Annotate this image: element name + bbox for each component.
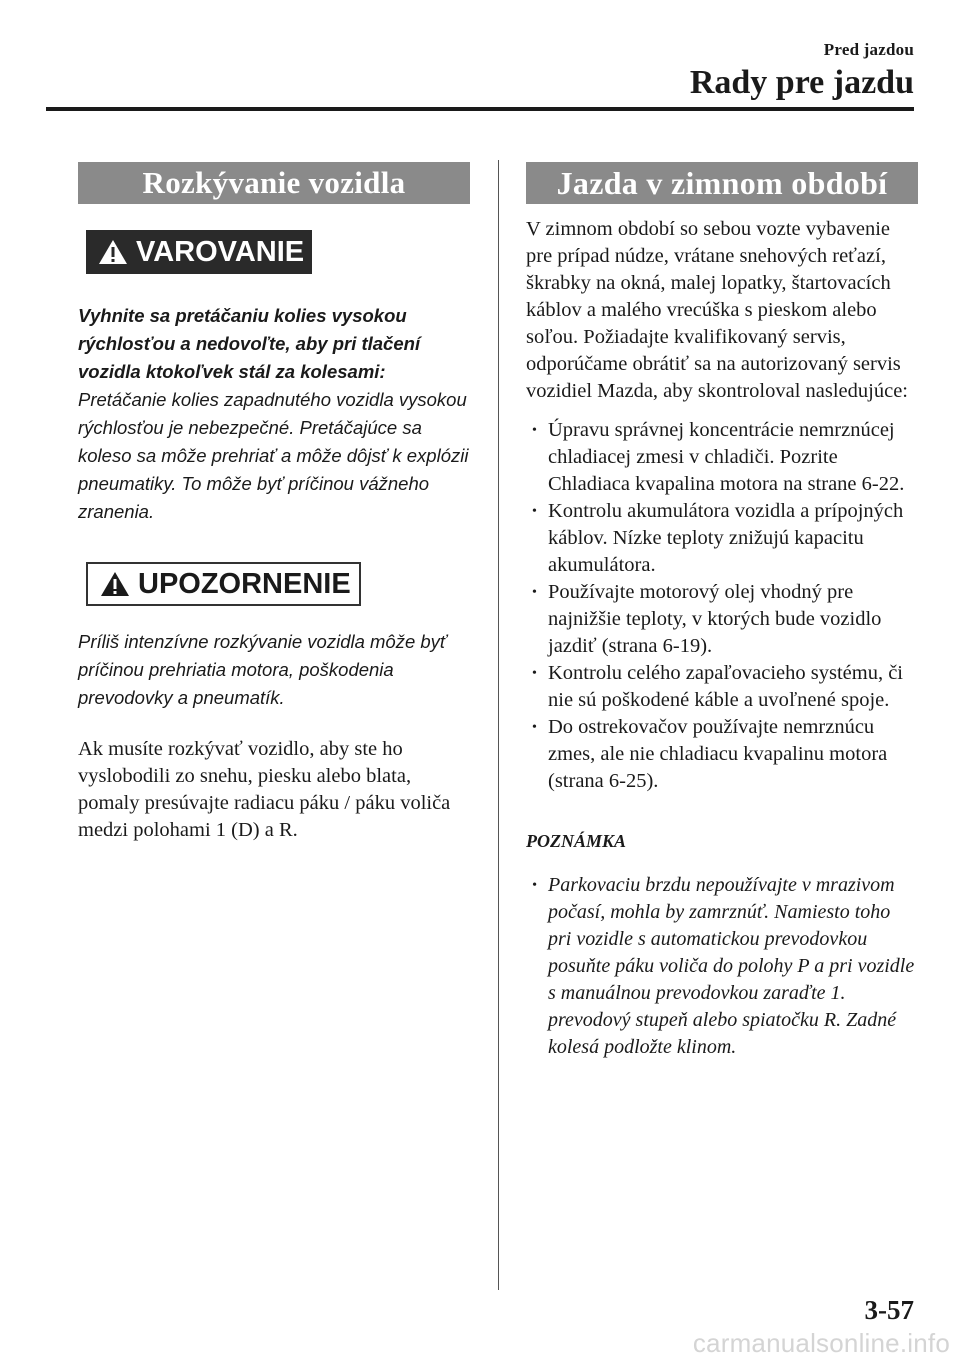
list-item: • Do ostrekovačov používajte nemrznúcu zmes, ale nie chladiacu kvapalinu motora (strana 6-25). — [526, 714, 918, 795]
rocking-body-text: Ak musíte rozkývať vozidlo, aby ste ho vyslobodili zo snehu, piesku alebo blata, pomaly presúvajte radiacu páku / páku voliča medzi polohami 1 (D) a R. — [78, 738, 451, 841]
warning-badge — [86, 230, 312, 274]
caution-badge — [86, 562, 361, 606]
note-list — [526, 872, 918, 1061]
right-column — [526, 162, 918, 1061]
section-name: Rady pre jazdu — [689, 64, 914, 101]
left-column — [78, 162, 470, 844]
section-title-winter: Jazda v zimnom období — [526, 162, 918, 204]
winter-intro — [526, 216, 918, 405]
warning-content — [78, 302, 470, 526]
warning-heading: Vyhnite sa pretáčaniu kolies vysokou rýchlosťou a nedovoľte, aby pri tlačení vozidla ktokoľvek stál za kolesami: — [78, 305, 421, 382]
winter-intro-text: V zimnom období so sebou vozte vybavenie pre prípad núdze, vrátane snehových reťazí, škrabky na okná, malej lopatky, štartovacích káblov a malého vrecúška s pieskom alebo soľou. Požiadajte kvalifikovaný servis, odporúčame obrátiť sa na autorizovaný servis vozidiel Mazda, aby skontroloval nasledujúce: — [526, 218, 908, 402]
note-item: • Parkovaciu brzdu nepoužívajte v mrazivom počasí, mohla by zamrznúť. Namiesto toho pri vozidle s automatickou prevodovkou posuňte páku voliča do polohy P a pri vozidle s manuálnou prevodovkou zaraďte 1. prevodový stupeň alebo spiatočku R. Zadné kolesá podložte klinom. — [526, 872, 918, 1061]
caution-label: UPOZORNENIE — [138, 567, 351, 600]
column-divider — [498, 160, 499, 1290]
page-header — [690, 40, 914, 102]
section-title-rocking: Rozkývanie vozidla — [78, 162, 470, 204]
list-item: • Kontrolu celého zapaľovacieho systému, či nie sú poškodené káble a uvoľnené spoje. — [526, 660, 918, 714]
list-item: • Kontrolu akumulátora vozidla a prípojných káblov. Nízke teploty znižujú kapacitu akumulátora. — [526, 498, 918, 579]
list-item: • Úpravu správnej koncentrácie nemrznúcej chladiacej zmesi v chladiči. Pozrite Chladiaca kvapalina motora na strane 6-22. — [526, 417, 918, 498]
warning-triangle-icon — [98, 239, 128, 265]
rocking-body — [78, 736, 470, 844]
winter-checklist — [526, 417, 918, 795]
watermark: carmanualsonline.info — [692, 1328, 950, 1358]
page-number: 3-57 — [864, 1295, 914, 1325]
header-rule — [46, 107, 914, 111]
warning-label: VAROVANIE — [136, 235, 305, 268]
caution-content — [78, 628, 470, 712]
note-heading: POZNÁMKA — [526, 831, 627, 851]
chapter-name: Pred jazdou — [823, 40, 914, 59]
caution-triangle-icon — [100, 571, 130, 597]
caution-text: Príliš intenzívne rozkývanie vozidla môže byť príčinou prehriatia motora, poškodenia prevodovky a pneumatík. — [78, 631, 447, 708]
list-item: • Používajte motorový olej vhodný pre najnižšie teploty, v ktorých bude vozidlo jazdiť (strana 6-19). — [526, 579, 918, 660]
warning-text: Pretáčanie kolies zapadnutého vozidla vysokou rýchlosťou je nebezpečné. Pretáčajúce sa koleso sa môže prehriať a môže dôjsť k explózii pneumatiky. To môže byť príčinou vážneho zranenia. — [78, 389, 469, 522]
